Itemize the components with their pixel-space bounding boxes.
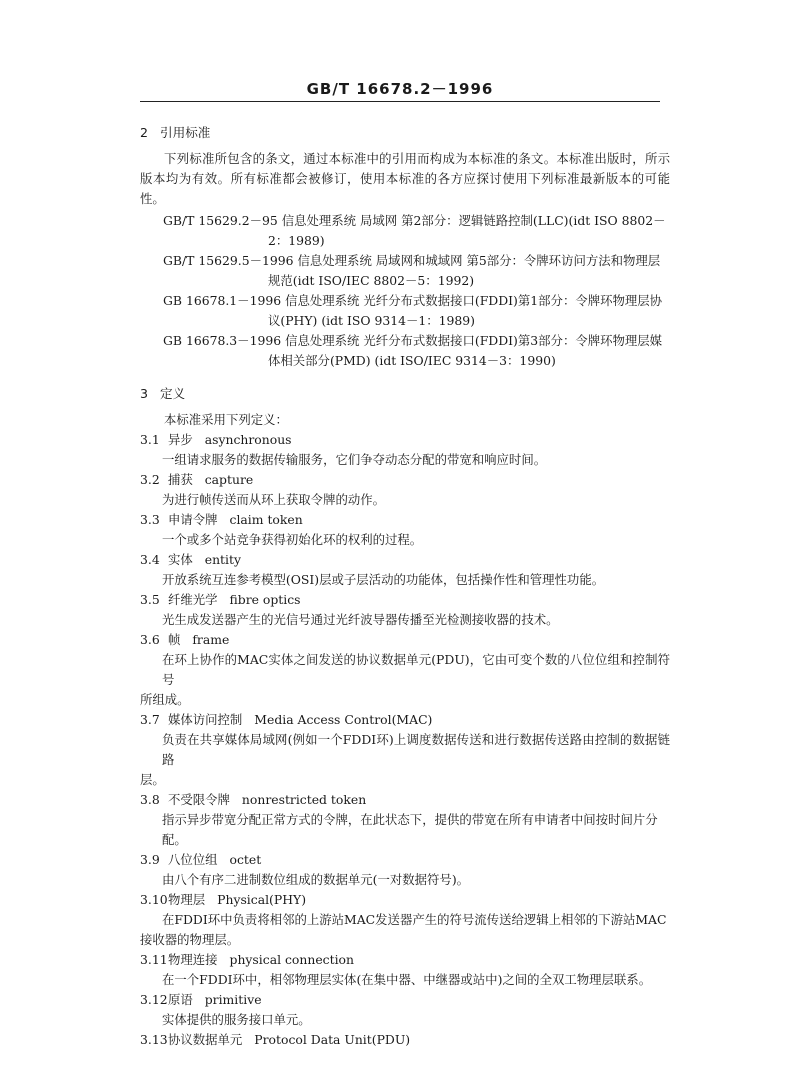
reference-item xyxy=(140,251,670,291)
definition-text xyxy=(140,730,670,790)
section-3-intro: 本标准采用下列定义： xyxy=(164,412,288,427)
definition-term-zh: 不受限令牌 xyxy=(167,792,230,807)
reference-title: 信息处理系统 光纤分布式数据接口(FDDI)第3部分：令牌环物理层媒体相关部分(PMD) (idt ISO/IEC 9314－3：1990) xyxy=(268,333,663,368)
definition-heading xyxy=(140,1030,670,1050)
section-3-number: 3 xyxy=(140,386,149,401)
definition-text: 在一个FDDI环中，相邻物理层实体(在集中器、中继器或站中)之间的全双工物理层联系。 xyxy=(162,972,652,987)
definition-text-continuation: 层。 xyxy=(140,772,165,787)
definition-term-zh: 协议数据单元 xyxy=(167,1032,243,1047)
definition-text: 实体提供的服务接口单元。 xyxy=(162,1012,311,1027)
header-rule xyxy=(140,101,660,102)
definition-heading xyxy=(140,710,670,730)
reference-title: 信息处理系统 光纤分布式数据接口(FDDI)第1部分：令牌环物理层协议(PHY) (idt ISO 9314－1：1989) xyxy=(268,293,663,328)
definition-term-en: octet xyxy=(229,852,262,867)
definition-term-zh: 物理层 xyxy=(167,892,206,907)
definition-heading xyxy=(140,990,670,1010)
definition-heading xyxy=(140,550,670,570)
definition-heading xyxy=(140,850,670,870)
definition-term-zh: 八位位组 xyxy=(167,852,218,867)
definition-number: 3.1 xyxy=(140,432,160,447)
reference-code: GB 16678.1－1996 xyxy=(163,293,282,308)
definition-list xyxy=(140,430,670,1050)
section-2-title: 引用标准 xyxy=(160,125,211,140)
document-body xyxy=(140,120,670,1050)
definition-number: 3.12 xyxy=(140,992,168,1007)
definition-text: 为进行帧传送而从环上获取令牌的动作。 xyxy=(162,492,386,507)
definition-number: 3.11 xyxy=(140,952,168,967)
definition-term-zh: 纤维光学 xyxy=(167,592,218,607)
reference-list xyxy=(140,211,670,371)
reference-title: 信息处理系统 局域网和城域网 第5部分：令牌环访问方法和物理层规范(idt ISO/IEC 8802－5：1992) xyxy=(268,253,661,288)
section-2-number: 2 xyxy=(140,125,149,140)
definition-heading xyxy=(140,470,670,490)
definition-number: 3.8 xyxy=(140,792,160,807)
definition-heading xyxy=(140,790,670,810)
definition-heading xyxy=(140,590,670,610)
definition-term-en: Protocol Data Unit(PDU) xyxy=(254,1032,411,1047)
reference-code: GB/T 15629.5－1996 xyxy=(163,253,294,268)
definition-heading xyxy=(140,430,670,450)
section-2-intro: 下列标准所包含的条文，通过本标准中的引用而构成为本标准的条文。本标准出版时，所示版本均为有效。所有标准都会被修订，使用本标准的各方应探讨使用下列标准最新版本的可能性。 xyxy=(140,151,670,206)
section-3-heading xyxy=(140,381,670,408)
definition-number: 3.10 xyxy=(140,892,168,907)
definition-term-zh: 捕获 xyxy=(167,472,193,487)
definition-term-zh: 媒体访问控制 xyxy=(167,712,243,727)
definition-text-line: 在FDDI环中负责将相邻的上游站MAC发送器产生的符号流传送给逻辑上相邻的下游站MAC xyxy=(162,912,667,927)
definition-heading xyxy=(140,510,670,530)
section-3-title: 定义 xyxy=(160,386,186,401)
definition-text-line: 负责在共享媒体局域网(例如一个FDDI环)上调度数据传送和进行数据传送路由控制的数据链路 xyxy=(162,732,670,767)
definition-number: 3.4 xyxy=(140,552,160,567)
definition-number: 3.7 xyxy=(140,712,160,727)
definition-term-zh: 帧 xyxy=(167,632,181,647)
reference-item xyxy=(140,331,670,371)
definition-term-en: capture xyxy=(204,472,254,487)
definition-term-en: asynchronous xyxy=(204,432,292,447)
definition-text-line: 在环上协作的MAC实体之间发送的协议数据单元(PDU)，它由可变个数的八位位组和控制符号 xyxy=(162,652,670,687)
definition-number: 3.2 xyxy=(140,472,160,487)
definition-term-en: entity xyxy=(204,552,241,567)
definition-text: 一组请求服务的数据传输服务，它们争夺动态分配的带宽和响应时间。 xyxy=(162,452,547,467)
definition-text: 一个或多个站竞争获得初始化环的权利的过程。 xyxy=(162,532,423,547)
reference-item xyxy=(140,211,670,251)
definition-term-en: fibre optics xyxy=(229,592,301,607)
definition-term-zh: 实体 xyxy=(167,552,193,567)
definition-text: 由八个有序二进制数位组成的数据单元(一对数据符号)。 xyxy=(162,872,470,887)
definition-term-en: claim token xyxy=(229,512,303,527)
definition-text: 开放系统互连参考模型(OSI)层或子层活动的功能体，包括操作性和管理性功能。 xyxy=(162,572,605,587)
reference-title: 信息处理系统 局域网 第2部分：逻辑链路控制(LLC)(idt ISO 8802－2：1989) xyxy=(268,213,666,248)
definition-heading xyxy=(140,630,670,650)
definition-term-zh: 申请令牌 xyxy=(167,512,218,527)
definition-number: 3.13 xyxy=(140,1032,168,1047)
reference-code: GB/T 15629.2－95 xyxy=(163,213,278,228)
definition-number: 3.5 xyxy=(140,592,160,607)
definition-term-zh: 原语 xyxy=(167,992,193,1007)
reference-code: GB 16678.3－1996 xyxy=(163,333,282,348)
definition-heading xyxy=(140,890,670,910)
definition-term-en: nonrestricted token xyxy=(241,792,367,807)
definition-text: 光生成发送器产生的光信号通过光纤波导器传播至光检测接收器的技术。 xyxy=(162,612,559,627)
definition-text-continuation: 所组成。 xyxy=(140,692,190,707)
definition-heading xyxy=(140,950,670,970)
definition-text xyxy=(140,910,670,950)
reference-item xyxy=(140,291,670,331)
definition-text-continuation: 接收器的物理层。 xyxy=(140,932,240,947)
definition-number: 3.3 xyxy=(140,512,160,527)
definition-term-en: Media Access Control(MAC) xyxy=(254,712,433,727)
standard-number-header: GB/T 16678.2－1996 xyxy=(306,80,494,98)
definition-term-en: physical connection xyxy=(229,952,354,967)
definition-term-zh: 物理连接 xyxy=(167,952,218,967)
definition-term-en: frame xyxy=(192,632,230,647)
definition-text: 指示异步带宽分配正常方式的令牌，在此状态下，提供的带宽在所有申请者中间按时间片分配。 xyxy=(162,812,658,847)
definition-term-en: Physical(PHY) xyxy=(217,892,307,907)
definition-text xyxy=(140,650,670,710)
section-2-heading xyxy=(140,120,670,147)
definition-term-zh: 异步 xyxy=(167,432,193,447)
definition-term-en: primitive xyxy=(204,992,262,1007)
definition-number: 3.9 xyxy=(140,852,160,867)
definition-number: 3.6 xyxy=(140,632,160,647)
